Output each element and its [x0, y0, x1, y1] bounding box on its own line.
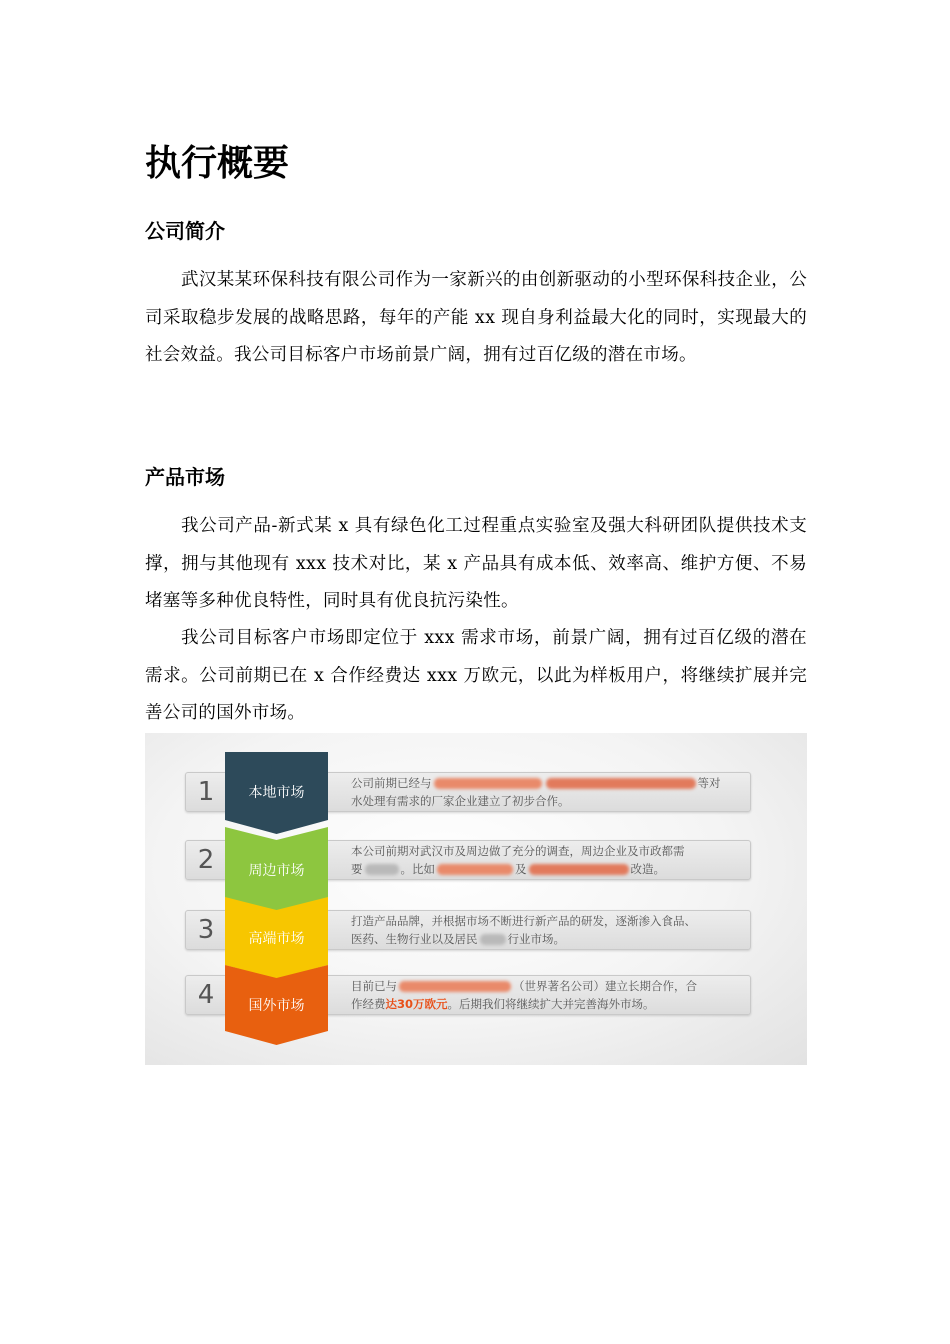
- company-intro-paragraph: 武汉某某环保科技有限公司作为一家新兴的由创新驱动的小型环保科技企业，公司采取稳步发展的战略思路，每年的产能 xx 现自身利益最大化的同时，实现最大的社会效益。我公司目标客户市场前景广阔，拥有过百亿级的潜在市场。: [145, 270, 807, 365]
- market-paragraph-2: 我公司目标客户市场即定位于 xxx 需求市场，前景广阔，拥有过百亿级的潜在需求。公司前期已在 x 合作经费达 xxx 万欧元，以此为样板用户，将继续扩展并完善公司的国外市场。: [145, 628, 807, 723]
- badge-high-end-market: 高端市场: [225, 897, 328, 979]
- redacted-text: [546, 778, 696, 789]
- step-number: 2: [197, 845, 215, 875]
- market-paragraph-1: 我公司产品-新式某 x 具有绿色化工过程重点实验室及强大科研团队提供技术支撑，拥与其他现有 xxx 技术对比，某 x 产品具有成本低、效率高、维护方便、不易堵塞等多种优良特性，同时具有优良抗污染性。: [145, 516, 807, 611]
- redacted-text: [365, 864, 399, 875]
- redacted-text: [434, 778, 542, 789]
- step-number: 4: [197, 980, 215, 1010]
- market-strategy-figure: [145, 733, 807, 1065]
- redacted-text: [399, 981, 511, 992]
- redacted-text: [480, 934, 506, 945]
- section-heading-company: 公司简介: [145, 219, 225, 243]
- step-description: 本公司前期对武汉市及周边做了充分的调查，周边企业及市政都需 要 。比如 及 改造。: [351, 844, 685, 876]
- badge-local-market: 本地市场: [225, 752, 328, 834]
- badge-surrounding-market: 周边市场: [225, 827, 328, 913]
- redacted-text: [437, 864, 513, 875]
- badge-overseas-market: 国外市场: [225, 965, 328, 1045]
- step-description: 打造产品品牌，并根据市场不断进行新产品的研发，逐渐渗入食品、 医药、生物行业以及居民 行业市场。: [351, 914, 696, 946]
- step-number: 1: [197, 777, 215, 807]
- redacted-text: [529, 864, 629, 875]
- step-description: 公司前期已经与 等对 水处理有需求的厂家企业建立了初步合作。: [351, 776, 721, 808]
- step-number: 3: [197, 915, 215, 945]
- page-title: 执行概要: [145, 143, 290, 184]
- section-heading-market: 产品市场: [145, 465, 225, 489]
- step-description: 目前已与 （世界著名公司）建立长期合作，合 作经费达30万欧元。后期我们将继续扩大并完善海外市场。: [351, 979, 697, 1011]
